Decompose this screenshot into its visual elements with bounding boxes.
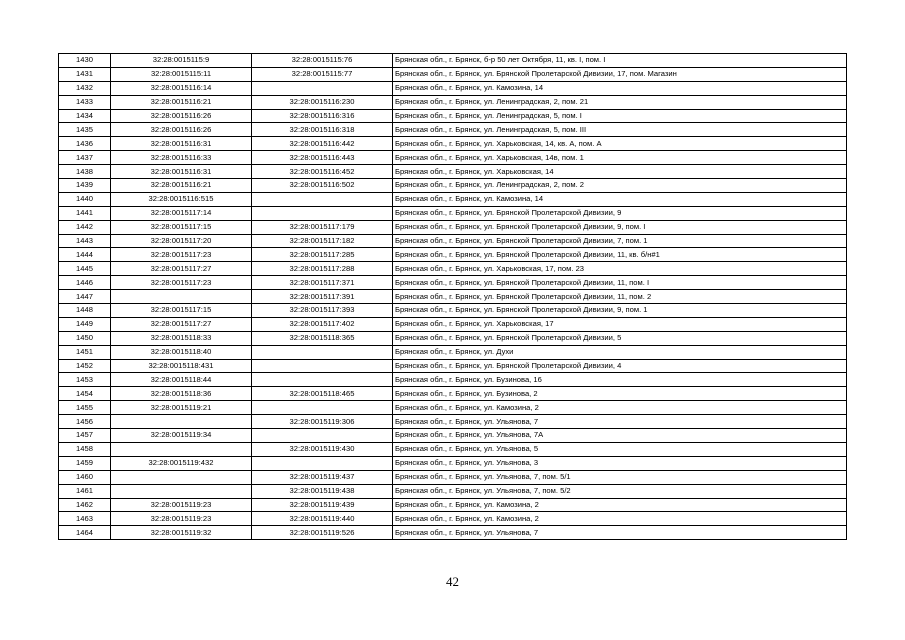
premises-number-cell: 32:28:0015119:439 (252, 498, 393, 512)
row-number-cell: 1447 (59, 290, 111, 304)
address-cell: Брянская обл., г. Брянск, ул. Ульянова, 7А (393, 429, 847, 443)
row-number-cell: 1446 (59, 276, 111, 290)
table-row (59, 248, 847, 262)
row-number-cell: 1457 (59, 429, 111, 443)
parcel-number-cell: 32:28:0015116:33 (111, 151, 252, 165)
row-number-cell: 1453 (59, 373, 111, 387)
address-cell: Брянская обл., г. Брянск, ул. Брянской Пролетарской Дивизии, 4 (393, 359, 847, 373)
table-row (59, 387, 847, 401)
table-row (59, 290, 847, 304)
table-row (59, 484, 847, 498)
parcel-number-cell: 32:28:0015116:26 (111, 123, 252, 137)
premises-number-cell: 32:28:0015118:465 (252, 387, 393, 401)
address-cell: Брянская обл., г. Брянск, ул. Камозина, 2 (393, 401, 847, 415)
premises-number-cell: 32:28:0015115:76 (252, 54, 393, 68)
address-cell: Брянская обл., г. Брянск, ул. Харьковская, 14 (393, 165, 847, 179)
address-cell: Брянская обл., г. Брянск, ул. Ленинградская, 2, пом. 21 (393, 95, 847, 109)
premises-number-cell: 32:28:0015119:440 (252, 512, 393, 526)
address-cell: Брянская обл., г. Брянск, ул. Ленинградская, 2, пом. 2 (393, 179, 847, 193)
premises-number-cell: 32:28:0015116:502 (252, 179, 393, 193)
row-number-cell: 1435 (59, 123, 111, 137)
address-cell: Брянская обл., г. Брянск, ул. Харьковская, 14, кв. А, пом. А (393, 137, 847, 151)
premises-number-cell: 32:28:0015116:230 (252, 95, 393, 109)
address-cell: Брянская обл., г. Брянск, ул. Камозина, 2 (393, 498, 847, 512)
table-body (59, 54, 847, 540)
table-row (59, 109, 847, 123)
table-row (59, 54, 847, 68)
premises-number-cell (252, 81, 393, 95)
address-cell: Брянская обл., г. Брянск, ул. Харьковская, 17 (393, 317, 847, 331)
table-row (59, 442, 847, 456)
row-number-cell: 1455 (59, 401, 111, 415)
parcel-number-cell: 32:28:0015119:21 (111, 401, 252, 415)
table-row (59, 429, 847, 443)
row-number-cell: 1430 (59, 54, 111, 68)
premises-number-cell (252, 401, 393, 415)
address-cell: Брянская обл., г. Брянск, ул. Брянской Пролетарской Дивизии, 11, пом. 2 (393, 290, 847, 304)
premises-number-cell (252, 345, 393, 359)
address-cell: Брянская обл., г. Брянск, ул. Брянской Пролетарской Дивизии, 11, пом. I (393, 276, 847, 290)
address-cell: Брянская обл., г. Брянск, ул. Ульянова, 7 (393, 415, 847, 429)
row-number-cell: 1444 (59, 248, 111, 262)
table-row (59, 81, 847, 95)
table-row (59, 304, 847, 318)
address-cell: Брянская обл., г. Брянск, ул. Брянской Пролетарской Дивизии, 17, пом. Магазин (393, 67, 847, 81)
premises-number-cell (252, 456, 393, 470)
premises-number-cell: 32:28:0015116:316 (252, 109, 393, 123)
row-number-cell: 1451 (59, 345, 111, 359)
premises-number-cell (252, 192, 393, 206)
table-row (59, 456, 847, 470)
address-cell: Брянская обл., г. Брянск, ул. Камозина, 14 (393, 81, 847, 95)
parcel-number-cell: 32:28:0015119:432 (111, 456, 252, 470)
row-number-cell: 1436 (59, 137, 111, 151)
parcel-number-cell: 32:28:0015118:33 (111, 331, 252, 345)
row-number-cell: 1434 (59, 109, 111, 123)
parcel-number-cell: 32:28:0015117:15 (111, 304, 252, 318)
table-row (59, 220, 847, 234)
row-number-cell: 1438 (59, 165, 111, 179)
table-row (59, 331, 847, 345)
parcel-number-cell: 32:28:0015116:31 (111, 165, 252, 179)
parcel-number-cell: 32:28:0015116:21 (111, 179, 252, 193)
parcel-number-cell (111, 442, 252, 456)
parcel-number-cell: 32:28:0015117:14 (111, 206, 252, 220)
parcel-number-cell (111, 290, 252, 304)
table-row (59, 234, 847, 248)
row-number-cell: 1432 (59, 81, 111, 95)
parcel-number-cell: 32:28:0015118:40 (111, 345, 252, 359)
cadastral-table (58, 53, 847, 540)
address-cell: Брянская обл., г. Брянск, ул. Духи (393, 345, 847, 359)
table-row (59, 345, 847, 359)
table-row (59, 317, 847, 331)
row-number-cell: 1445 (59, 262, 111, 276)
address-cell: Брянская обл., г. Брянск, ул. Ульянова, 7, пом. 5/1 (393, 470, 847, 484)
parcel-number-cell (111, 484, 252, 498)
row-number-cell: 1439 (59, 179, 111, 193)
premises-number-cell: 32:28:0015117:393 (252, 304, 393, 318)
premises-number-cell (252, 206, 393, 220)
premises-number-cell: 32:28:0015117:371 (252, 276, 393, 290)
row-number-cell: 1448 (59, 304, 111, 318)
premises-number-cell: 32:28:0015119:430 (252, 442, 393, 456)
premises-number-cell: 32:28:0015117:288 (252, 262, 393, 276)
premises-number-cell: 32:28:0015117:182 (252, 234, 393, 248)
address-cell: Брянская обл., г. Брянск, ул. Брянской Пролетарской Дивизии, 11, кв. б/н#1 (393, 248, 847, 262)
premises-number-cell: 32:28:0015117:285 (252, 248, 393, 262)
address-cell: Брянская обл., г. Брянск, ул. Бузинова, 2 (393, 387, 847, 401)
row-number-cell: 1437 (59, 151, 111, 165)
parcel-number-cell: 32:28:0015118:36 (111, 387, 252, 401)
parcel-number-cell: 32:28:0015117:15 (111, 220, 252, 234)
row-number-cell: 1433 (59, 95, 111, 109)
premises-number-cell: 32:28:0015116:318 (252, 123, 393, 137)
premises-number-cell: 32:28:0015119:438 (252, 484, 393, 498)
address-cell: Брянская обл., г. Брянск, ул. Брянской Пролетарской Дивизии, 7, пом. 1 (393, 234, 847, 248)
parcel-number-cell (111, 470, 252, 484)
table-row (59, 498, 847, 512)
premises-number-cell: 32:28:0015119:437 (252, 470, 393, 484)
parcel-number-cell: 32:28:0015119:32 (111, 526, 252, 540)
parcel-number-cell: 32:28:0015119:34 (111, 429, 252, 443)
address-cell: Брянская обл., г. Брянск, ул. Камозина, 14 (393, 192, 847, 206)
row-number-cell: 1454 (59, 387, 111, 401)
address-cell: Брянская обл., г. Брянск, б-р 50 лет Октября, 11, кв. I, пом. I (393, 54, 847, 68)
address-cell: Брянская обл., г. Брянск, ул. Ленинградская, 5, пом. I (393, 109, 847, 123)
table-row (59, 512, 847, 526)
table-row (59, 276, 847, 290)
premises-number-cell (252, 373, 393, 387)
premises-number-cell: 32:28:0015117:402 (252, 317, 393, 331)
premises-number-cell: 32:28:0015117:391 (252, 290, 393, 304)
parcel-number-cell: 32:28:0015118:431 (111, 359, 252, 373)
parcel-number-cell: 32:28:0015117:23 (111, 276, 252, 290)
parcel-number-cell: 32:28:0015118:44 (111, 373, 252, 387)
row-number-cell: 1459 (59, 456, 111, 470)
page-number: 42 (446, 574, 459, 589)
parcel-number-cell: 32:28:0015115:9 (111, 54, 252, 68)
premises-number-cell: 32:28:0015116:452 (252, 165, 393, 179)
premises-number-cell (252, 359, 393, 373)
row-number-cell: 1463 (59, 512, 111, 526)
row-number-cell: 1450 (59, 331, 111, 345)
table-row (59, 373, 847, 387)
address-cell: Брянская обл., г. Брянск, ул. Брянской Пролетарской Дивизии, 5 (393, 331, 847, 345)
table-row (59, 526, 847, 540)
row-number-cell: 1449 (59, 317, 111, 331)
premises-number-cell: 32:28:0015115:77 (252, 67, 393, 81)
row-number-cell: 1443 (59, 234, 111, 248)
address-cell: Брянская обл., г. Брянск, ул. Брянской Пролетарской Дивизии, 9, пом. I (393, 220, 847, 234)
parcel-number-cell: 32:28:0015119:23 (111, 498, 252, 512)
table-row (59, 151, 847, 165)
row-number-cell: 1440 (59, 192, 111, 206)
row-number-cell: 1431 (59, 67, 111, 81)
row-number-cell: 1441 (59, 206, 111, 220)
row-number-cell: 1442 (59, 220, 111, 234)
parcel-number-cell: 32:28:0015117:20 (111, 234, 252, 248)
table-row (59, 137, 847, 151)
parcel-number-cell: 32:28:0015116:515 (111, 192, 252, 206)
parcel-number-cell: 32:28:0015117:27 (111, 262, 252, 276)
address-cell: Брянская обл., г. Брянск, ул. Камозина, 2 (393, 512, 847, 526)
row-number-cell: 1464 (59, 526, 111, 540)
table-row (59, 179, 847, 193)
table-row (59, 165, 847, 179)
table-row (59, 192, 847, 206)
premises-number-cell: 32:28:0015119:306 (252, 415, 393, 429)
parcel-number-cell: 32:28:0015116:31 (111, 137, 252, 151)
parcel-number-cell: 32:28:0015117:23 (111, 248, 252, 262)
address-cell: Брянская обл., г. Брянск, ул. Харьковская, 17, пом. 23 (393, 262, 847, 276)
parcel-number-cell: 32:28:0015116:26 (111, 109, 252, 123)
address-cell: Брянская обл., г. Брянск, ул. Харьковская, 14в, пом. 1 (393, 151, 847, 165)
table-row (59, 67, 847, 81)
table-row (59, 401, 847, 415)
table-row (59, 123, 847, 137)
table-row (59, 415, 847, 429)
table-row (59, 262, 847, 276)
row-number-cell: 1458 (59, 442, 111, 456)
address-cell: Брянская обл., г. Брянск, ул. Брянской Пролетарской Дивизии, 9, пом. 1 (393, 304, 847, 318)
parcel-number-cell: 32:28:0015115:11 (111, 67, 252, 81)
parcel-number-cell: 32:28:0015116:14 (111, 81, 252, 95)
premises-number-cell: 32:28:0015116:442 (252, 137, 393, 151)
parcel-number-cell: 32:28:0015119:23 (111, 512, 252, 526)
row-number-cell: 1452 (59, 359, 111, 373)
premises-number-cell (252, 429, 393, 443)
row-number-cell: 1456 (59, 415, 111, 429)
address-cell: Брянская обл., г. Брянск, ул. Ульянова, 7 (393, 526, 847, 540)
row-number-cell: 1460 (59, 470, 111, 484)
address-cell: Брянская обл., г. Брянск, ул. Ульянова, 5 (393, 442, 847, 456)
premises-number-cell: 32:28:0015116:443 (252, 151, 393, 165)
premises-number-cell: 32:28:0015117:179 (252, 220, 393, 234)
table-row (59, 359, 847, 373)
premises-number-cell: 32:28:0015119:526 (252, 526, 393, 540)
address-cell: Брянская обл., г. Брянск, ул. Ленинградская, 5, пом. III (393, 123, 847, 137)
row-number-cell: 1462 (59, 498, 111, 512)
parcel-number-cell: 32:28:0015117:27 (111, 317, 252, 331)
address-cell: Брянская обл., г. Брянск, ул. Бузинова, 16 (393, 373, 847, 387)
row-number-cell: 1461 (59, 484, 111, 498)
parcel-number-cell (111, 415, 252, 429)
table-row (59, 95, 847, 109)
address-cell: Брянская обл., г. Брянск, ул. Ульянова, 7, пом. 5/2 (393, 484, 847, 498)
table-row (59, 206, 847, 220)
table-row (59, 470, 847, 484)
address-cell: Брянская обл., г. Брянск, ул. Брянской Пролетарской Дивизии, 9 (393, 206, 847, 220)
address-cell: Брянская обл., г. Брянск, ул. Ульянова, 3 (393, 456, 847, 470)
premises-number-cell: 32:28:0015118:365 (252, 331, 393, 345)
parcel-number-cell: 32:28:0015116:21 (111, 95, 252, 109)
